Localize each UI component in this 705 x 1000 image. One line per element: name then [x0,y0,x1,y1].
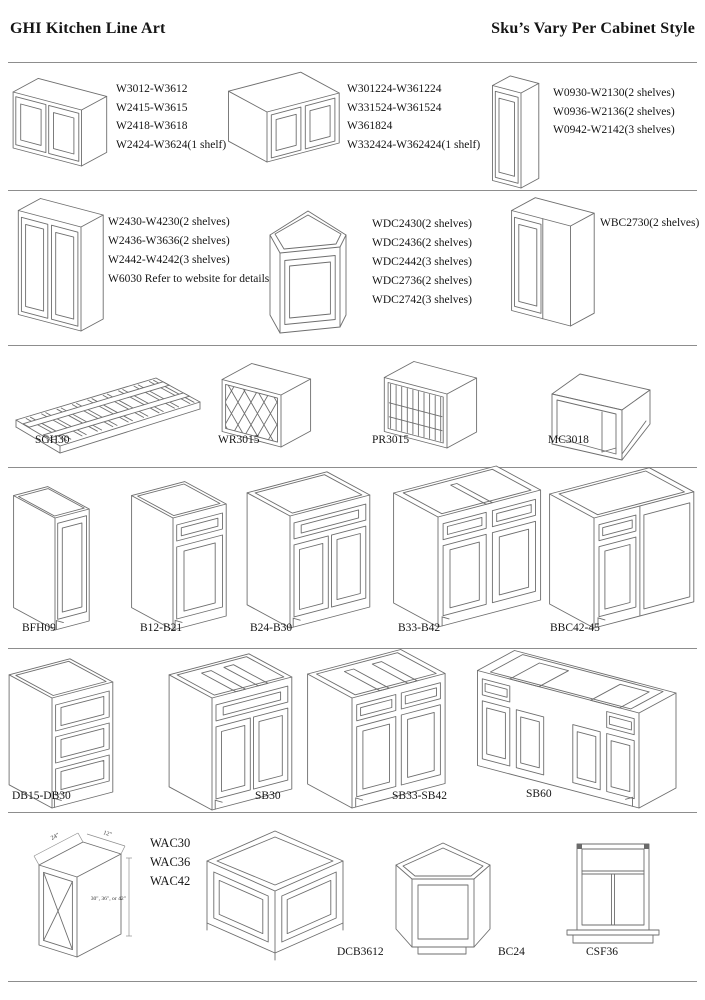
divider [8,190,697,191]
sku-line: WBC2730(2 shelves) [600,217,700,229]
divider [8,62,697,63]
sku-line: WAC36 [150,855,191,869]
diagonal-corner-base-drawing [195,825,355,975]
sku-line: WDC2442(3 shelves) [372,256,472,268]
blind-base-corner-drawing [548,468,703,640]
bridge-cabinet-drawing [228,72,341,167]
divider [8,345,697,346]
double-door-two-drawer-base-drawing [392,465,552,640]
sku-line: WDC2430(2 shelves) [372,218,472,230]
sku-list-w09 [553,84,675,140]
cabinet-label: BFH09 [22,622,56,634]
wall-cabinet-drawing-w30 [12,78,107,170]
sku-line: W2430-W4230(2 shelves) [108,216,230,228]
sku-line: W361824 [347,120,393,132]
sku-list-wac [150,834,190,891]
cabinet-label: BBC42-45 [550,622,600,634]
cabinet-label: MC3018 [548,434,589,446]
sku-list-w2430 [108,213,269,289]
single-door-base-drawing [130,480,245,640]
base-corner-drawing [388,833,498,968]
sku-list-wbc [600,214,699,233]
cabinet-label: SGH30 [35,434,70,446]
microwave-cabinet-drawing [550,364,662,468]
sku-line: W2424-W3624(1 shelf) [116,138,227,151]
sku-line: W301224-W361224 [347,83,442,95]
sku-line: W2415-W3615 [116,101,188,114]
cabinet-label: PR3015 [372,434,410,446]
sink-base-drawing [168,652,303,822]
sku-line: WDC2436(2 shelves) [372,237,472,249]
cabinet-label: SB33-SB42 [392,790,447,802]
cabinet-label: DB15-DB30 [12,790,71,802]
dim-width-left: 24" [50,832,61,842]
sku-line: W2436-W3636(2 shelves) [108,235,230,247]
cabinet-label: B12-B21 [140,622,183,634]
sku-line: W331524-W361524 [347,101,442,114]
wall-cabinet-drawing-w2430 [12,198,107,336]
cabinet-label: B33-B42 [398,622,441,634]
sku-line: WDC2742(3 shelves) [372,294,472,306]
dim-height: 30", 36", or 42" [90,896,126,902]
page-title: GHI Kitchen Line Art [10,20,166,37]
diagonal-corner-wall-cabinet-drawing [262,203,362,335]
dim-width-right: 12" [102,830,113,839]
sixty-inch-sink-base-drawing [472,648,687,818]
sku-line: WDC2736(2 shelves) [372,275,472,287]
sku-line: WAC42 [150,874,191,888]
sku-line: W2442-W4242(3 shelves) [108,254,230,266]
cabinet-label: DCB3612 [337,946,384,958]
sku-line: W3012-W3612 [116,83,188,95]
corner-sink-front-drawing [565,838,661,948]
cabinet-label: CSF36 [586,946,618,958]
cabinet-label: SB30 [255,790,281,802]
sku-list-w24deep [347,80,480,154]
sku-line: W0936-W2136(2 shelves) [553,105,675,118]
sku-line: W0930-W2130(2 shelves) [553,87,675,99]
cabinet-label: BC24 [498,946,525,958]
page-subtitle: Sku’s Vary Per Cabinet Style [491,20,695,37]
sku-line: W6030 Refer to website for details [108,273,270,285]
blind-corner-wall-cabinet-drawing [505,198,595,330]
cabinet-label: WR3015 [218,434,260,446]
sku-line: W0942-W2142(3 shelves) [553,124,675,136]
cabinet-label: B24-B30 [250,622,293,634]
cabinet-label: SB60 [526,788,552,800]
sku-line: W2418-W3618 [116,120,188,132]
full-height-base-drawing [12,480,122,640]
sku-line: W332424-W362424(1 shelf) [347,138,481,151]
wall-angle-corner-drawing [25,825,160,977]
sku-line: WAC30 [150,836,191,850]
sku-list-w30 [116,80,226,154]
tall-wall-cabinet-drawing [482,74,542,190]
double-door-base-drawing [246,470,381,640]
divider [8,981,697,982]
sku-list-wdc [372,215,472,310]
